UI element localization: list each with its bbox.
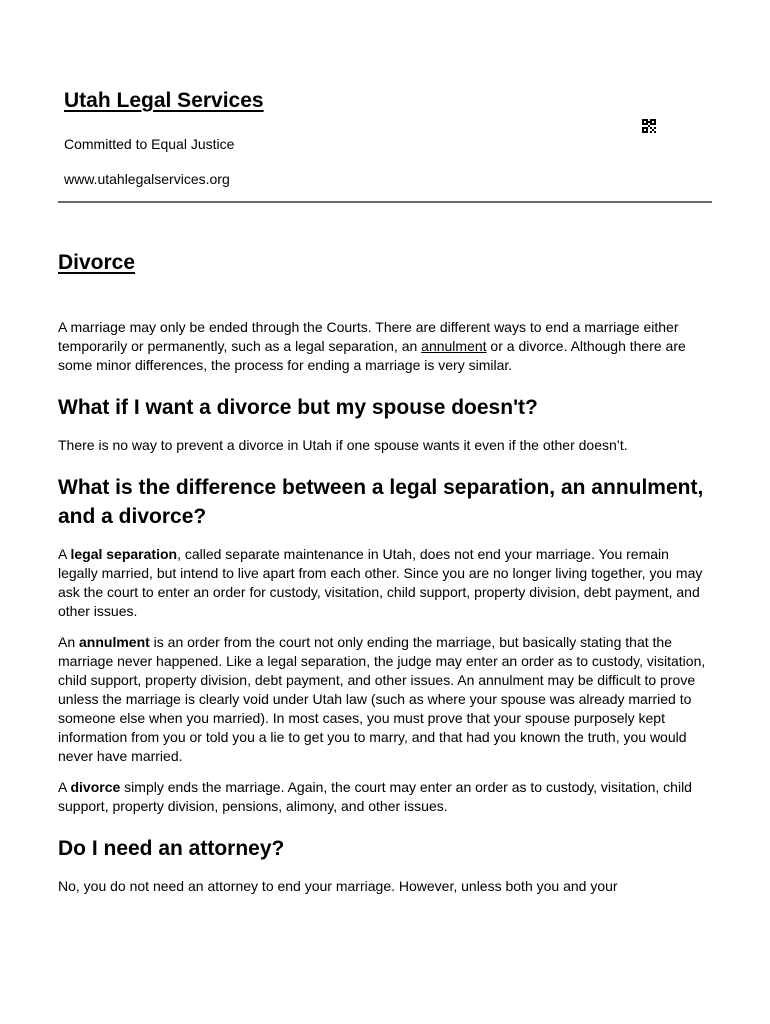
paragraph-text: is an order from the court not only ending the marriage, but basically stating that the marriage never happened. Like a legal separation, the judge may enter an order as to custody, visitation, child support, property division, debt payment, and other issues. An annulment may be difficult to prove unless the marriage is clearly void under Utah law (such as where your spouse was already married to someone else when you married). In most cases, you must prove that your spouse purposely kept information from you or told you a lie to get you to marry, and that had you known the truth, you would never have married. <box>58 634 706 764</box>
paragraph-text: An <box>58 634 80 650</box>
org-website: www.utahlegalservices.org <box>64 171 230 187</box>
intro-paragraph <box>58 318 708 375</box>
paragraph-text: A <box>58 779 71 795</box>
divorce-paragraph <box>58 778 708 816</box>
org-name: Utah Legal Services <box>64 89 264 112</box>
section-text-attorney: No, you do not need an attorney to end your marriage. However, unless both you and your <box>58 878 618 894</box>
article-title: Divorce <box>58 251 136 274</box>
org-tagline: Committed to Equal Justice <box>64 136 235 152</box>
section-text-spouse-doesnt: There is no way to prevent a divorce in Utah if one spouse wants it even if the other doesn’t. <box>58 437 628 453</box>
article-body <box>58 248 708 908</box>
legal-separation-paragraph <box>58 545 708 621</box>
paragraph-text: A <box>58 546 71 562</box>
term-annulment: annulment <box>79 634 150 650</box>
header-divider <box>58 201 712 203</box>
term-legal-separation: legal separation <box>70 546 178 562</box>
intro-text-1: A marriage may only be ended through the Courts. There are different ways to end a marriage either temporarily or permanently, such as a legal separation, an <box>58 319 679 354</box>
intro-text-2: or a divorce. Although there are some minor differences, the process for ending a marriage is very similar. <box>58 338 686 373</box>
qr-code-icon <box>642 119 656 133</box>
section-heading-spouse-doesnt: What if I want a divorce but my spouse doesn't? <box>58 396 538 419</box>
paragraph-text: simply ends the marriage. Again, the court may enter an order as to custody, visitation, child support, property division, pensions, alimony, and other issues. <box>58 779 692 814</box>
section-heading-attorney: Do I need an attorney? <box>58 837 285 860</box>
term-divorce: divorce <box>70 779 121 795</box>
section-heading-differences: What is the difference between a legal separation, an annulment, and a divorce? <box>58 476 704 528</box>
annulment-paragraph <box>58 633 708 766</box>
annulment-link[interactable]: annulment <box>421 338 487 354</box>
paragraph-text: , called separate maintenance in Utah, does not end your marriage. You remain legally married, but intend to live apart from each other. Since you are no longer living together, you may ask the court to enter an order for custody, visitation, child support, property division, debt payment, and other issues. <box>58 546 703 619</box>
